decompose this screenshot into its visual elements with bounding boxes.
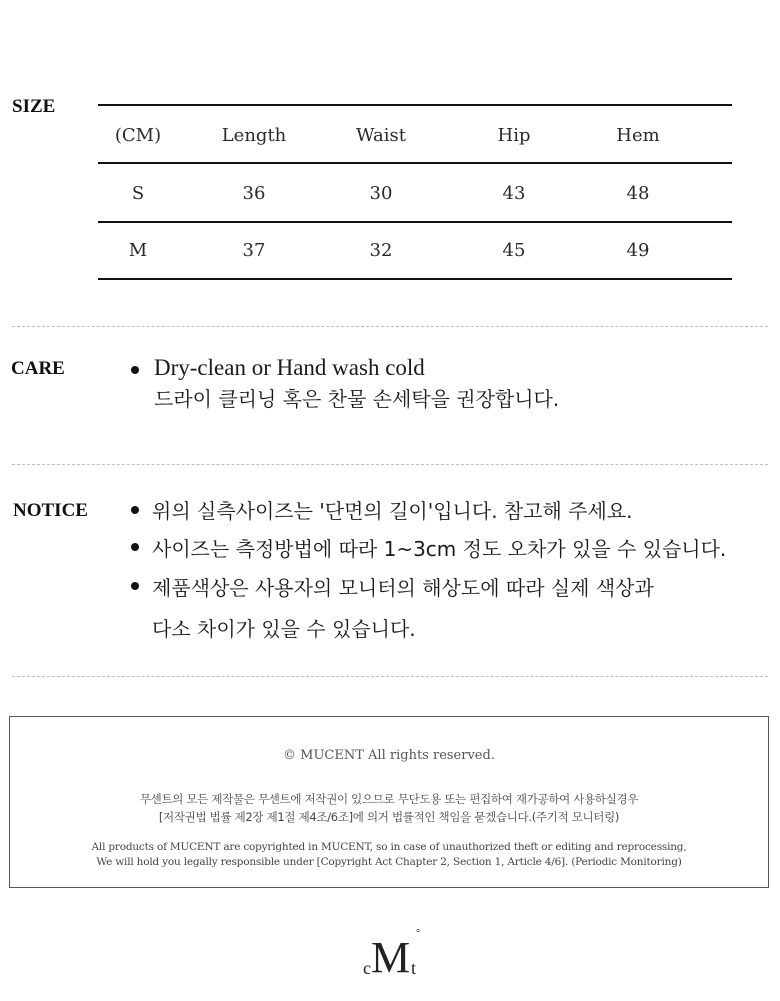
section-divider [12, 464, 768, 465]
bullet-icon [131, 543, 139, 551]
logo-letter-t: t [411, 958, 417, 978]
notice-item: 제품색상은 사용자의 모니터의 해상도에 따라 실제 색상과 [152, 576, 654, 600]
table-rule-bottom [98, 278, 732, 280]
notice-item: 위의 실측사이즈는 '단면의 길이'입니다. 참고해 주세요. [152, 499, 633, 523]
header-waist: Waist [356, 125, 406, 146]
section-divider [12, 676, 768, 677]
header-hem: Hem [616, 125, 660, 146]
copyright-ko-line1: 무센트의 모든 제작물은 무센트에 저작권이 있으므로 무단도용 또는 편집하여 재가공하여 사용하실경우 [139, 792, 639, 806]
brand-logo [357, 928, 427, 984]
table-header-row [98, 107, 732, 164]
copyright-ko-line2: [저작권법 법률 제2장 제1절 제4조/6조]에 의거 법률적인 책임을 묻겠습니다.(주기적 모니터링) [158, 810, 620, 824]
row-hip: 43 [502, 183, 526, 204]
header-cm: (CM) [114, 125, 162, 146]
table-row [98, 222, 732, 279]
table-row [98, 165, 732, 222]
row-hem: 48 [626, 183, 650, 204]
size-section-label: SIZE [12, 96, 56, 117]
care-instruction-ko: 드라이 클리닝 혹은 찬물 손세탁을 권장합니다. [154, 387, 560, 411]
rights-reserved: © MUCENT All rights reserved. [283, 748, 495, 763]
copyright-en-line1: All products of MUCENT are copyrighted in MUCENT, so in case of unauthorized theft or editing and reprocessing, [91, 841, 687, 853]
logo-letter-c: c [363, 958, 371, 978]
bullet-icon [131, 366, 139, 374]
copyright-box [9, 716, 769, 888]
bullet-icon [131, 506, 139, 514]
section-divider [12, 326, 768, 327]
header-hip: Hip [497, 125, 531, 146]
bullet-icon [131, 582, 139, 590]
notice-section-label: NOTICE [13, 500, 88, 521]
row-size: M [128, 240, 148, 261]
logo-mark: ° [416, 928, 420, 939]
care-instruction-en: Dry-clean or Hand wash cold [154, 355, 425, 380]
logo-letter-m: M [371, 933, 411, 982]
row-waist: 30 [369, 183, 393, 204]
row-length: 36 [242, 183, 266, 204]
row-length: 37 [242, 240, 266, 261]
table-rule-top [98, 104, 732, 106]
row-waist: 32 [369, 240, 393, 261]
copyright-en-line2: We will hold you legally responsible under [Copyright Act Chapter 2, Section 1, Article 4/6]. (Periodic Monitoring) [96, 856, 682, 868]
notice-item: 사이즈는 측정방법에 따라 1~3cm 정도 오차가 있을 수 있습니다. [152, 537, 727, 561]
notice-item-continuation: 다소 차이가 있을 수 있습니다. [152, 617, 416, 641]
row-hip: 45 [502, 240, 526, 261]
table-rule [98, 162, 732, 164]
row-hem: 49 [626, 240, 650, 261]
header-length: Length [221, 125, 287, 146]
care-section-label: CARE [11, 358, 65, 379]
row-size: S [131, 183, 145, 204]
